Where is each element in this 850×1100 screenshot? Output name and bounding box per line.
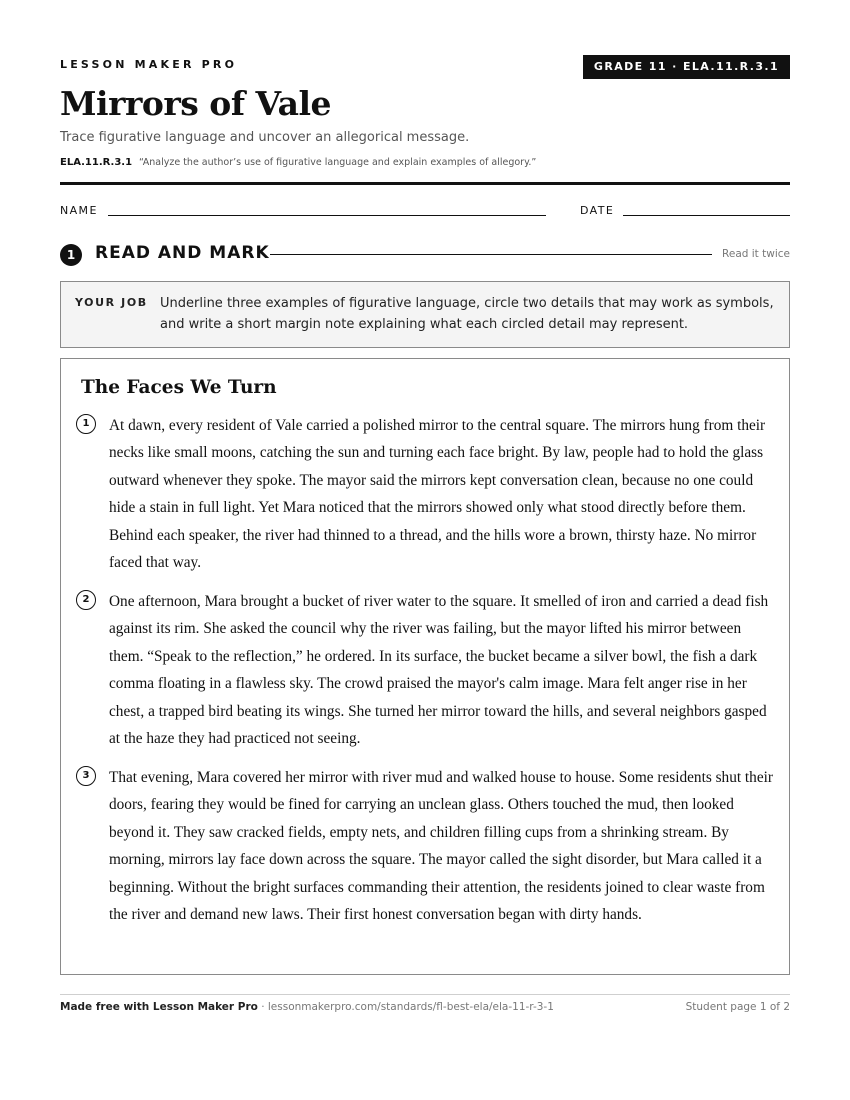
footer-made-with: Made free with Lesson Maker Pro bbox=[60, 1001, 258, 1013]
footer-url-link[interactable]: lessonmakerpro.com/standards/fl-best-ela/ela-11-r-3-1 bbox=[267, 1001, 554, 1013]
page-title: Mirrors of Vale bbox=[60, 84, 331, 123]
section-note: Read it twice bbox=[722, 248, 790, 260]
standard-line bbox=[60, 157, 536, 168]
brand-name: LESSON MAKER PRO bbox=[60, 58, 238, 71]
page-subtitle: Trace figurative language and uncover an allegorical message. bbox=[60, 130, 470, 145]
paragraph-2: One afternoon, Mara brought a bucket of river water to the square. It smelled of iron and carried a dead fish against its rim. She asked the council why the river was failing, but the mayor lifted his mirror between them. “Speak to the reflection,” he ordered. In its surface, the bucket became a silver bowl, the fish a dark comma floating in a flawless sky. The crowd praised the mayor's calm image. Mara felt anger rise in her chest, a trapped bird beating its wings. She turned her mirror toward the hills, and several neighbors gasped at the haze they had practiced not seeing. bbox=[109, 593, 769, 748]
header-divider bbox=[60, 182, 790, 185]
footer-credit bbox=[60, 1001, 554, 1013]
footer-separator: · bbox=[257, 1001, 268, 1013]
grade-standard-badge: GRADE 11 · ELA.11.R.3.1 bbox=[583, 55, 790, 79]
section-rule bbox=[270, 254, 712, 255]
paragraph-1: At dawn, every resident of Vale carried a polished mirror to the central square. The mirrors hung from their necks like small moons, catching the sun and turning each face bright. By law, people had to hold the glass outward whenever they spoke. The mayor said the mirrors kept conversation clean, because no one could hide a stain in full light. Yet Mara noticed that the mirrors showed only what stood directly before them. Behind each speaker, the river had thinned to a thread, and the hills wore a brown, thirsty haze. No mirror faced that way. bbox=[109, 417, 766, 572]
date-field[interactable] bbox=[623, 215, 790, 216]
name-field[interactable] bbox=[108, 215, 546, 216]
paragraph-3: That evening, Mara covered her mirror with river mud and walked house to house. Some residents shut their doors, fearing they would be fined for carrying an unclean glass. Others touched the mud, then looked beyond it. They saw cracked fields, empty nets, and children filling cups from a shrinking stream. By morning, mirrors lay face down across the square. The mayor called the sight disorder, but Mara called it a beginning. Without the bright surfaces commanding their attention, the residents joined to clear waste from the river and demand new laws. Their first honest conversation began with dirty hands. bbox=[109, 769, 773, 924]
passage-box bbox=[60, 358, 790, 975]
footer-page-number: Student page 1 of 2 bbox=[685, 1001, 790, 1013]
paragraph-number-3: 3 bbox=[76, 766, 96, 786]
paragraph-number-2: 2 bbox=[76, 590, 96, 610]
name-label: NAME bbox=[60, 204, 98, 217]
standard-code: ELA.11.R.3.1 bbox=[60, 157, 133, 168]
footer-divider bbox=[60, 994, 790, 995]
date-label: DATE bbox=[580, 204, 615, 217]
worksheet-page bbox=[60, 0, 790, 1100]
standard-description: “Analyze the author’s use of figurative language and explain examples of allegory.” bbox=[139, 157, 537, 168]
section-number-badge: 1 bbox=[60, 244, 82, 266]
passage-title: The Faces We Turn bbox=[81, 377, 277, 398]
instructions-label: YOUR JOB bbox=[75, 296, 148, 309]
instructions-box bbox=[60, 281, 790, 348]
paragraph-number-1: 1 bbox=[76, 414, 96, 434]
instructions-text: Underline three examples of figurative language, circle two details that may work as symbols, and write a short margin note explaining what each circled detail may represent. bbox=[160, 296, 774, 332]
section-title: READ AND MARK bbox=[95, 243, 270, 263]
